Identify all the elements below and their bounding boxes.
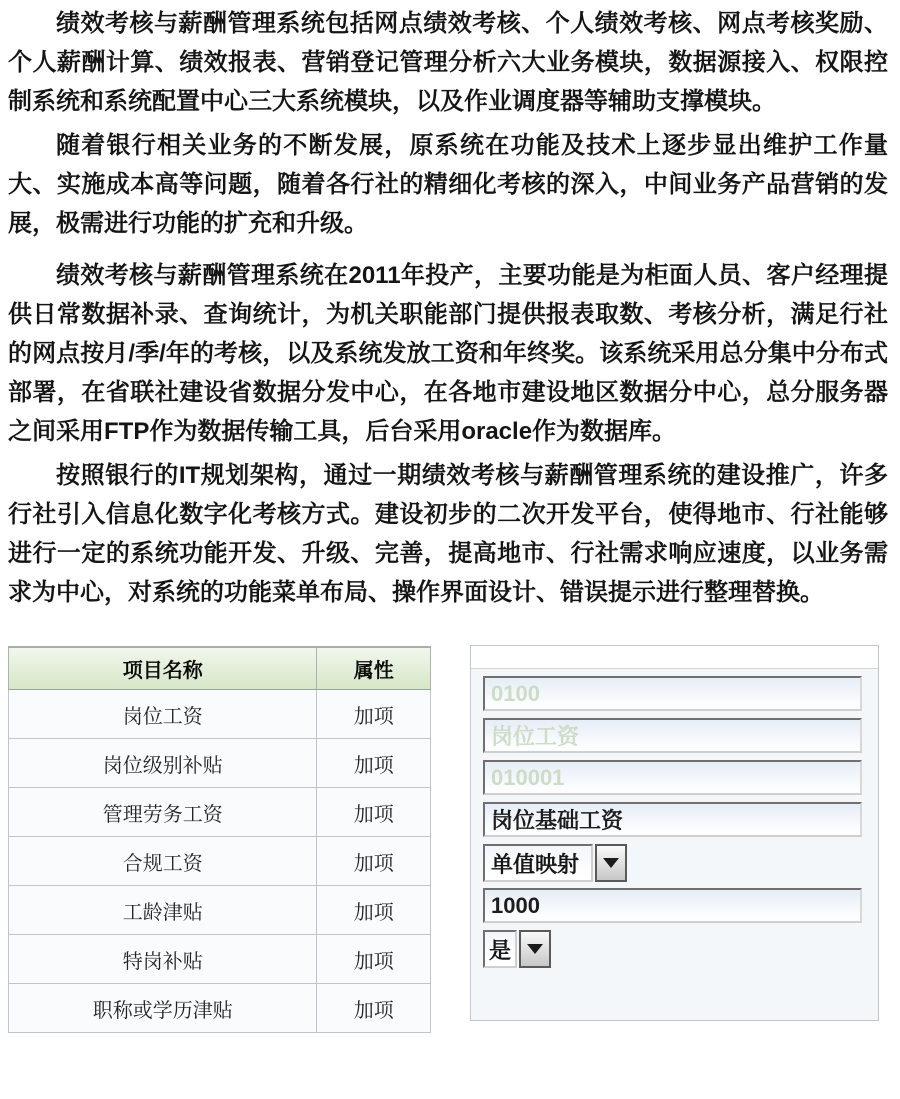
item-name-field[interactable] <box>483 802 862 837</box>
item-attr-cell: 加项 <box>317 837 431 886</box>
chevron-down-icon <box>527 944 543 954</box>
item-name-cell: 特岗补贴 <box>9 935 317 984</box>
panel-body <box>471 669 878 968</box>
doc-paragraph: 按照银行的IT规划架构，通过一期绩效考核与薪酬管理系统的建设推广，许多行社引入信息化数字化考核方式。建设初步的二次开发平台，使得地市、行社能够进行一定的系统功能开发、升级、完善，提高地市、行社需求响应速度，以业务需求为中心，对系统的功能菜单布局、操作界面设计、错误提示进行整理替换。 <box>8 462 888 606</box>
item-name-cell: 职称或学历津贴 <box>9 984 317 1033</box>
item-attr-cell: 加项 <box>317 739 431 788</box>
enabled-flag-combo[interactable] <box>483 930 862 968</box>
panel-header-strip <box>471 646 878 669</box>
salary-items-table <box>8 646 431 1033</box>
category-code-field[interactable] <box>483 676 862 711</box>
doc-paragraph: 绩效考核与薪酬管理系统在2011年投产，主要功能是为柜面人员、客户经理提供日常数据补录、查询统计，为机关职能部门提供报表取数、考核分析，满足行社的网点按月/季/年的考核，以及系统发放工资和年终奖。该系统采用总分集中分布式部署，在省联社建设省数据分发中心，在各地市建设地区数据分中心，总分服务器之间采用FTP作为数据传输工具，后台采用oracle作为数据库。 <box>8 262 888 445</box>
doc-paragraph: 随着银行相关业务的不断发展，原系统在功能及技术上逐步显出维护工作量大、实施成本高等问题，随着各行社的精细化考核的深入，中间业务产品营销的发展，极需进行功能的扩充和升级。 <box>8 132 888 237</box>
item-attr-cell: 加项 <box>317 935 431 984</box>
item-name-cell: 合规工资 <box>9 837 317 886</box>
header-item-name: 项目名称 <box>9 647 317 690</box>
item-attr-cell: 加项 <box>317 984 431 1033</box>
amount-field[interactable] <box>483 888 862 923</box>
mapping-type-dropdown-button[interactable] <box>595 844 627 882</box>
header-attribute: 属性 <box>317 647 431 690</box>
chevron-down-icon <box>603 858 619 868</box>
table-row <box>9 788 431 837</box>
item-attr-cell: 加项 <box>317 690 431 739</box>
item-name-cell: 岗位工资 <box>9 690 317 739</box>
table-header-row <box>9 647 431 690</box>
item-name-cell: 工龄津贴 <box>9 886 317 935</box>
table-row <box>9 886 431 935</box>
enabled-flag-dropdown-button[interactable] <box>519 930 551 968</box>
enabled-flag-value[interactable]: 是 <box>483 930 517 968</box>
item-attr-cell: 加项 <box>317 788 431 837</box>
item-attr-cell: 加项 <box>317 886 431 935</box>
table-row <box>9 935 431 984</box>
item-name-cell: 管理劳务工资 <box>9 788 317 837</box>
category-name-field[interactable] <box>483 718 862 753</box>
table-row <box>9 690 431 739</box>
salary-items-table-wrap <box>8 646 431 1033</box>
item-name-cell: 岗位级别补贴 <box>9 739 317 788</box>
mapping-type-value[interactable]: 单值映射 <box>483 844 593 882</box>
doc-paragraph: 绩效考核与薪酬管理系统包括网点绩效考核、个人绩效考核、网点考核奖励、个人薪酬计算、绩效报表、营销登记管理分析六大业务模块，数据源接入、权限控制系统和系统配置中心三大系统模块，以及作业调度器等辅助支撑模块。 <box>8 10 888 115</box>
item-detail-panel <box>470 645 879 1021</box>
table-row <box>9 984 431 1033</box>
table-row <box>9 837 431 886</box>
item-code-field[interactable] <box>483 760 862 795</box>
mapping-type-combo[interactable] <box>483 844 862 882</box>
table-row <box>9 739 431 788</box>
